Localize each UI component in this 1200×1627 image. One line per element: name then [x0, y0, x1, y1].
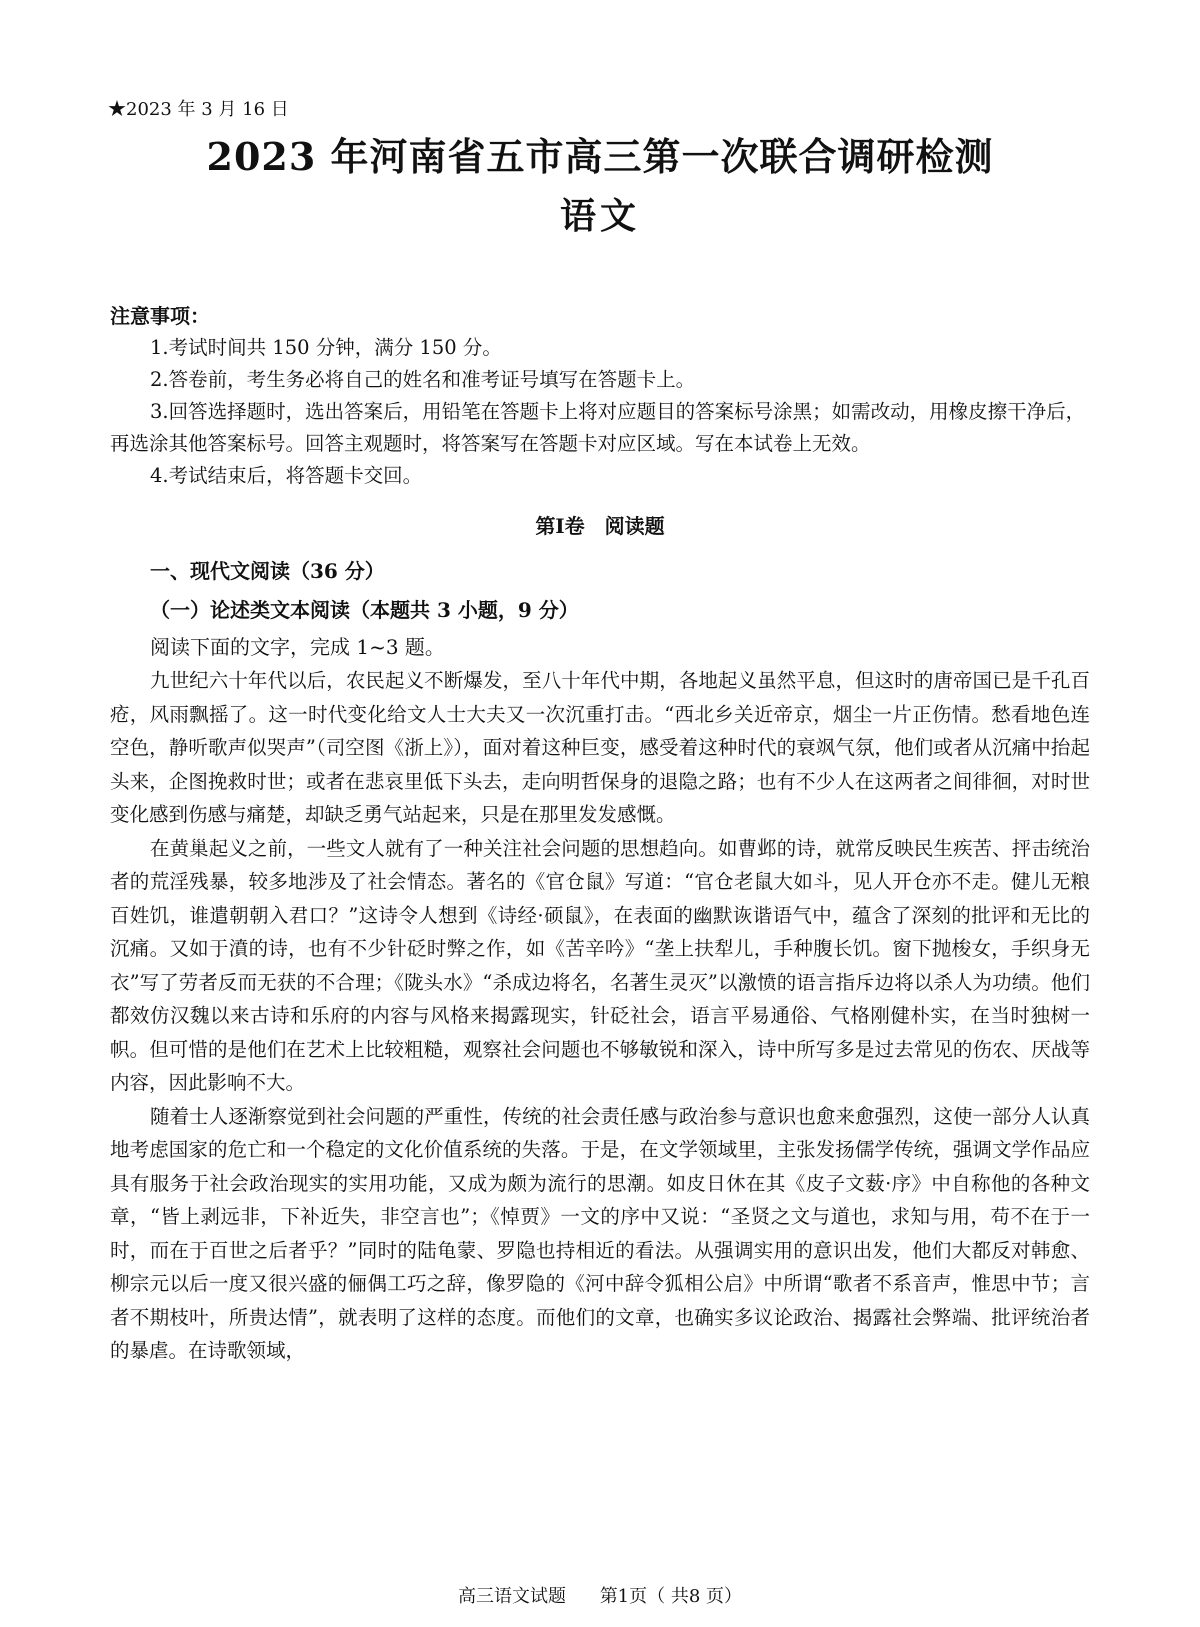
reading-passage [110, 664, 1090, 1368]
notice-heading: 注意事项： [110, 304, 210, 328]
notice-list [110, 332, 1090, 492]
passage-paragraph: 随着士人逐渐察觉到社会问题的严重性，传统的社会责任感与政治参与意识也愈来愈强烈，这使一部分人认真地考虑国家的危亡和一个稳定的文化价值系统的失落。于是，在文学领域里，主张发扬儒学传统，强调文学作品应具有服务于社会政治现实的实用功能，又成为颇为流行的思潮。如皮日休在其《皮子文薮·序》中自称他的各种文章，“皆上剥远非，下补近失，非空言也”；《悼贾》一文的序中又说：“圣贤之文与道也，求知与用，苟不在于一时，而在于百世之后者乎？”同时的陆龟蒙、罗隐也持相近的看法。从强调实用的意识出发，他们大都反对韩愈、柳宗元以后一度又很兴盛的俪偶工巧之辞，像罗隐的《河中辞令狐相公启》中所谓“歌者不系音声，惟思中节；言者不期枝叶，所贵达情”，就表明了这样的态度。而他们的文章，也确实多议论政治、揭露社会弊端、批评统治者的暴虐。在诗歌领域， [110, 1104, 1090, 1362]
passage-paragraph: 九世纪六十年代以后，农民起义不断爆发，至八十年代中期，各地起义虽然平息，但这时的唐帝国已是千孔百疮，风雨飘摇了。这一时代变化给文人士大夫又一次沉重打击。“西北乡关近帝京，烟尘一片正伤情。愁看地色连空色，静听歌声似哭声”（司空图《浙上》），面对着这种巨变，感受着这种时代的衰飒气氛，他们或者从沉痛中抬起头来，企图挽救时世；或者在悲哀里低下头去，走向明哲保身的退隐之路；也有不少人在这两者之间徘徊，对时世变化感到伤感与痛楚，却缺乏勇气站起来，只是在那里发发感慨。 [110, 669, 1090, 826]
subpart-heading: （一）论述类文本阅读（本题共 3 小题，9 分） [150, 598, 579, 622]
notice-item: 2.答卷前，考生务必将自己的姓名和准考证号填写在答题卡上。 [150, 368, 696, 391]
page-footer [0, 1582, 1200, 1608]
section-title: 第Ⅰ卷 阅读题 [535, 514, 665, 538]
exam-subject: 语文 [559, 195, 640, 237]
reading-instruction: 阅读下面的文字，完成 1~3 题。 [150, 635, 445, 659]
exam-date: ★2023 年 3 月 16 日 [108, 99, 289, 120]
passage-paragraph: 在黄巢起义之前，一些文人就有了一种关注社会问题的思想趋向。如曹邺的诗，就常反映民生疾苦、抨击统治者的荒淫残暴，较多地涉及了社会情态。著名的《官仓鼠》写道：“官仓老鼠大如斗，见人开仓亦不走。健儿无粮百姓饥，谁遣朝朝入君口？”这诗令人想到《诗经·硕鼠》，在表面的幽默诙谐语气中，蕴含了深刻的批评和无比的沉痛。又如于濆的诗，也有不少针砭时弊之作，如《苦辛吟》“垄上扶犁儿，手种腹长饥。窗下抛梭女，手织身无衣”写了劳者反而无获的不合理；《陇头水》“杀成边将名，名著生灵灭”以激愤的语言指斥边将以杀人为功绩。他们都效仿汉魏以来古诗和乐府的内容与风格来揭露现实，针砭社会，语言平易通俗、气格刚健朴实，在当时独树一帜。但可惜的是他们在艺术上比较粗糙，观察社会问题也不够敏锐和深入，诗中所写多是过去常见的伤农、厌战等内容，因此影响不大。 [110, 836, 1090, 1094]
part-heading: 一、现代文阅读（36 分） [150, 559, 385, 583]
footer-label: 高三语文试题 [457, 1586, 566, 1607]
exam-title: 2023 年河南省五市高三第一次联合调研检测 [206, 134, 994, 179]
notice-item: 1.考试时间共 150 分钟，满分 150 分。 [150, 336, 502, 359]
page-number: 第1页（ 共8 页） [599, 1586, 743, 1607]
notice-item: 3.回答选择题时，选出答案后，用铅笔在答题卡上将对应题目的答案标号涂黑；如需改动，用橡皮擦干净后，再选涂其他答案标号。回答主观题时，将答案写在答题卡对应区域。写在本试卷上无效。 [110, 400, 1086, 455]
notice-item: 4.考试结束后，将答题卡交回。 [150, 464, 423, 487]
